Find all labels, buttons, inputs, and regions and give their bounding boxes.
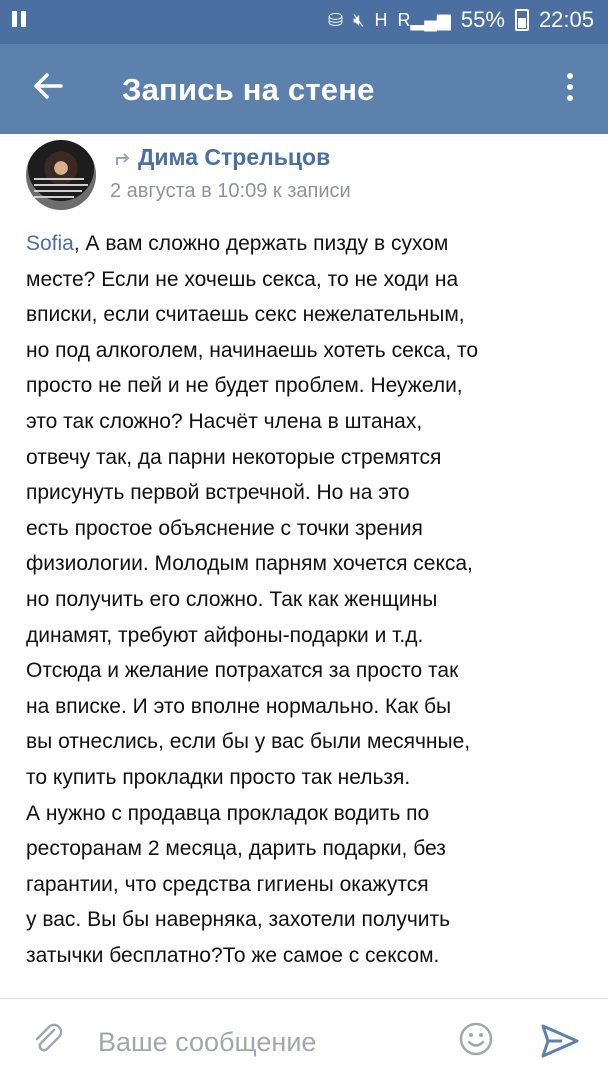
post-line: на вписке. И это вполне нормально. Как бы: [26, 694, 452, 718]
post-line: месте? Если не хочешь секса, то не ходи на: [26, 267, 459, 291]
post-line: А нужно с продавца прокладок водить по: [26, 801, 430, 825]
clock: 22:05: [538, 7, 594, 32]
post-line: динамят, требуют айфоны-подарки и т.д.: [26, 623, 424, 647]
status-icons: [328, 7, 594, 33]
battery-icon: [515, 9, 529, 31]
post-line: физиологии. Молодым парням хочется секса,: [26, 552, 473, 576]
paperclip-icon[interactable]: [30, 1021, 66, 1057]
post-line: но получить его сложно. Так как женщины: [26, 587, 438, 611]
post-line: ресторанам 2 месяца, дарить подарки, без: [26, 837, 446, 861]
message-input[interactable]: [96, 1023, 440, 1061]
repost-icon: [114, 150, 132, 168]
message-composer: [0, 998, 608, 1081]
post-line: то купить прокладки просто так нельзя.: [26, 765, 411, 789]
post-line: просто не пей и не будет проблем. Неужели,: [26, 374, 463, 398]
page-title: Запись на стене: [122, 72, 375, 107]
more-vertical-icon[interactable]: [560, 70, 580, 110]
mention-link[interactable]: Sofia: [26, 232, 74, 255]
battery-percent: 55%: [460, 7, 505, 32]
post-container: [0, 134, 608, 998]
signal-icon: R▂▄▆: [397, 9, 451, 30]
storage-icon: ⛁: [328, 9, 344, 30]
app-bar: [0, 44, 608, 134]
post-line: гарантии, что средства гигиены окажутся: [26, 872, 429, 896]
post-line: есть простое объяснение с точки зрения: [26, 516, 423, 540]
post-line: Отсюда и желание потрахатся за просто так: [26, 659, 459, 683]
post-text: [26, 226, 586, 973]
post-line: Sofia, А вам сложно держать пизду в сухом: [26, 232, 449, 255]
post-line: отвечу так, да парни некоторые стремятся: [26, 445, 442, 469]
pause-notification-icon: [12, 11, 30, 32]
send-icon[interactable]: [540, 1023, 580, 1059]
arrow-back-icon[interactable]: [28, 66, 68, 106]
post-line: но под алкоголем, начинаешь хотеть секса, то: [26, 338, 479, 362]
post-meta[interactable]: 2 августа в 10:09 к записи: [110, 180, 351, 202]
post-line: вы отнеслись, если бы у вас были месячные,: [26, 730, 471, 754]
status-bar: [0, 0, 608, 44]
author-name[interactable]: Дима Стрельцов: [138, 144, 331, 170]
post-line: это так сложно? Насчёт члена в штанах,: [26, 409, 423, 433]
network-type-icon: H: [374, 9, 388, 30]
post-line: затычки бесплатно?То же самое с сексом.: [26, 943, 440, 967]
post-line: вписки, если считаешь секс нежелательным,: [26, 303, 465, 327]
post-line: присунуть первой встречной. Но на это: [26, 481, 410, 505]
avatar[interactable]: [26, 140, 96, 210]
smiley-icon[interactable]: [458, 1021, 494, 1057]
post-line: у вас. Вы бы наверняка, захотели получить: [26, 908, 451, 932]
mute-icon: 🔇︎: [353, 9, 365, 30]
